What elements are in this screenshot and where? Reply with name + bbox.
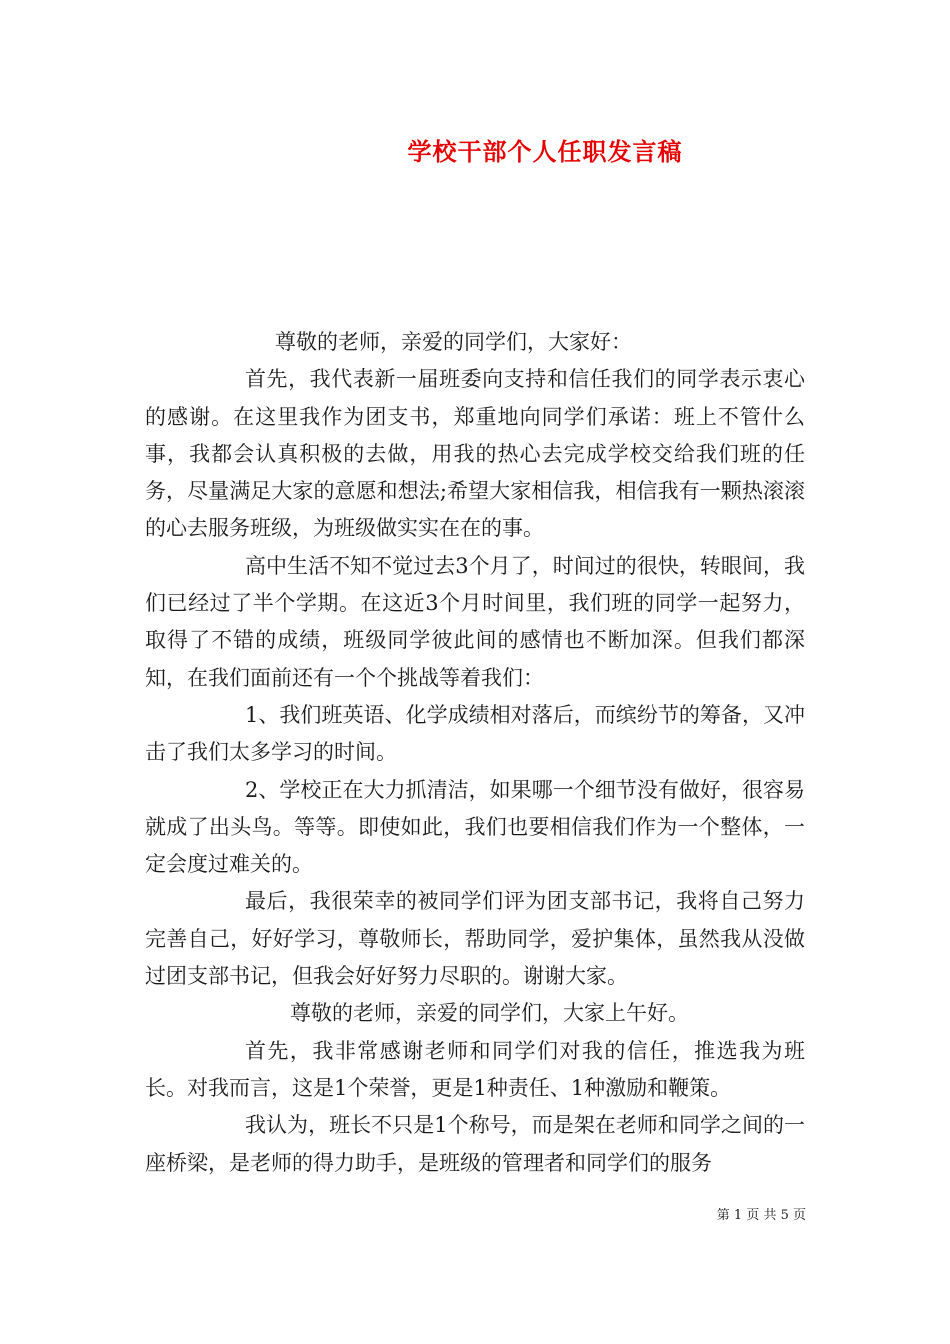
paragraph-monitor-role: 我认为，班长不只是1个称号，而是架在老师和同学之间的一座桥梁，是老师的得力助手，是班级的管理者和同学们的服务 [145,1113,805,1175]
paragraph-monitor-thanks: 首先，我非常感谢老师和同学们对我的信任，推选我为班长。对我而言，这是1个荣誉，更是1种责任、1种激励和鞭策。 [145,1038,805,1100]
salutation-2: 尊敬的老师，亲爱的同学们，大家上午好。 [290,1001,689,1026]
paragraph-thanks: 首先，我代表新一届班委向支持和信任我们的同学表示衷心的感谢。在这里我作为团支书，郑重地向同学们承诺：班上不管什么事，我都会认真积极的去做，用我的热心去完成学校交给我们班的任务，尽量满足大家的意愿和想法;希望大家相信我，相信我有一颗热滚滚的心去服务班级，为班级做实实在在的事。 [145,367,805,541]
page-number-footer: 第 1 页 共 5 页 [716,1208,806,1223]
paragraph-closing: 最后，我很荣幸的被同学们评为团支部书记，我将自己努力完善自己，好好学习，尊敬师长，帮助同学，爱护集体，虽然我从没做过团支部书记，但我会好好努力尽职的。谢谢大家。 [145,889,805,989]
paragraph-challenge-1: 1、我们班英语、化学成绩相对落后，而缤纷节的筹备，又冲击了我们太多学习的时间。 [145,702,805,765]
document-body [145,324,805,1182]
paragraph-highschool: 高中生活不知不觉过去3个月了，时间过的很快，转眼间，我们已经过了半个学期。在这近3个月时间里，我们班的同学一起努力，取得了不错的成绩，班级同学彼此间的感情也不断加深。但我们都深知，在我们面前还有一个个挑战等着我们： [145,553,805,690]
salutation-1: 尊敬的老师，亲爱的同学们，大家好： [275,330,632,354]
paragraph-challenge-2: 2、学校正在大力抓清洁，如果哪一个细节没有做好，很容易就成了出头鸟。等等。即使如此，我们也要相信我们作为一个整体，一定会度过难关的。 [145,777,805,877]
document-title: 学校干部个人任职发言稿 [407,137,683,166]
